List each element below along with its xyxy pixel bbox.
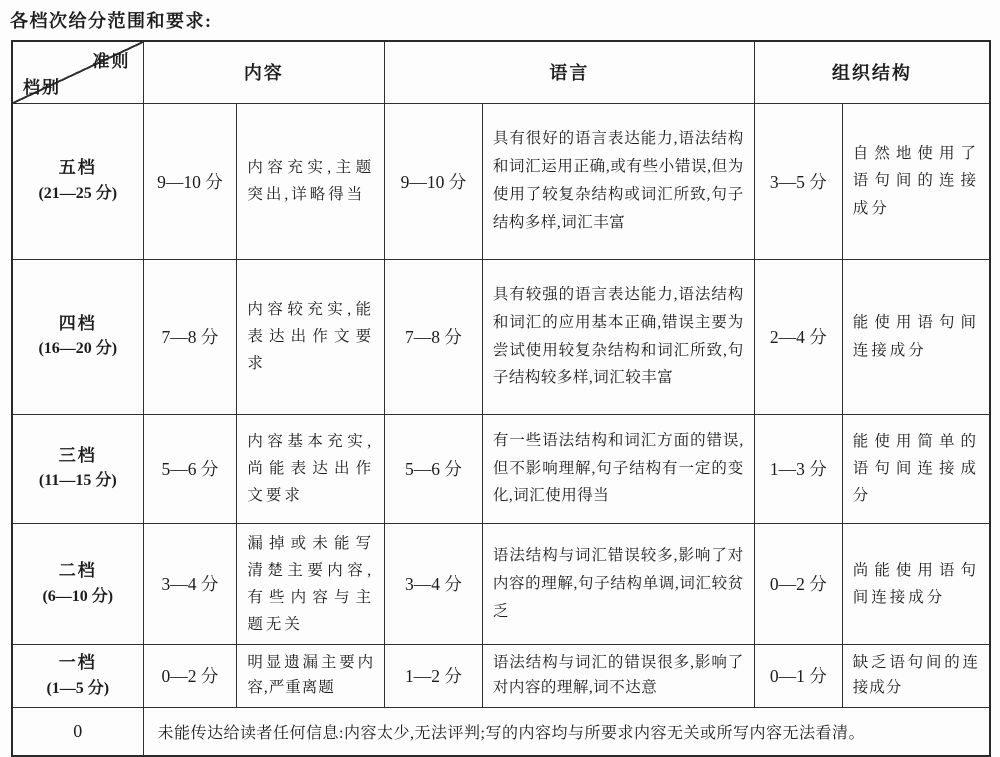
content-score: 0—2 分 xyxy=(143,645,237,708)
level-name: 四档 xyxy=(58,313,97,333)
organization-desc: 缺乏语句间的连接成分 xyxy=(842,645,990,708)
level-name: 五档 xyxy=(58,158,97,178)
language-score: 1—2 分 xyxy=(385,645,483,708)
header-diagonal-cell xyxy=(12,41,143,103)
level-range: (6—10 分) xyxy=(42,587,114,605)
table-row-level5 xyxy=(12,103,990,259)
header-language: 语言 xyxy=(385,41,755,103)
table-row-level4 xyxy=(12,259,990,414)
language-desc: 语法结构与词汇的错误很多,影响了对内容的理解,词不达意 xyxy=(482,645,754,708)
language-desc: 具有很好的语言表达能力,语法结构和词汇运用正确,或有些小错误,但为使用了较复杂结构或词汇所致,句子结构多样,词汇丰富 xyxy=(482,103,754,259)
level-name: 一档 xyxy=(58,653,97,673)
table-row-level1 xyxy=(12,645,990,708)
level-range: (11—15 分) xyxy=(38,472,117,490)
content-desc: 内容较充实,能表达出作文要求 xyxy=(237,259,385,414)
content-score: 3—4 分 xyxy=(143,523,237,645)
organization-desc: 能使用语句间连接成分 xyxy=(842,259,990,414)
header-content: 内容 xyxy=(143,41,385,103)
level-cell-zero: 0 xyxy=(12,707,143,756)
language-desc: 具有较强的语言表达能力,语法结构和词汇的应用基本正确,错误主要为尝试使用较复杂结构和词汇所致,句子结构较多样,词汇较丰富 xyxy=(482,259,754,414)
zero-desc: 未能传达给读者任何信息:内容太少,无法评判;写的内容均与所要求内容无关或所写内容无法看清。 xyxy=(143,707,990,756)
grading-rubric-table xyxy=(11,40,991,757)
content-desc: 内容充实,主题突出,详略得当 xyxy=(237,103,385,259)
level-range: (16—20 分) xyxy=(38,340,118,358)
organization-score: 3—5 分 xyxy=(754,103,842,259)
level-range: (1—5 分) xyxy=(46,679,110,697)
level-cell xyxy=(12,645,143,708)
level-name: 三档 xyxy=(58,445,97,465)
content-score: 7—8 分 xyxy=(143,259,237,414)
content-desc: 漏掉或未能写清楚主要内容,有些内容与主题无关 xyxy=(237,523,385,645)
organization-desc: 自然地使用了语句间的连接成分 xyxy=(842,103,990,259)
language-score: 7—8 分 xyxy=(385,259,483,414)
level-range: (21—25 分) xyxy=(38,184,118,202)
level-cell xyxy=(12,414,143,523)
page-title: 各档次给分范围和要求: xyxy=(10,11,213,31)
language-desc: 有一些语法结构和词汇方面的错误,但不影响理解,句子结构有一定的变化,词汇使用得当 xyxy=(482,414,754,523)
table-row-level3 xyxy=(12,414,990,523)
language-score: 3—4 分 xyxy=(385,523,483,645)
level-cell xyxy=(12,103,143,259)
level-cell xyxy=(12,523,143,645)
organization-score: 1—3 分 xyxy=(754,414,842,523)
header-criteria-label: 准则 xyxy=(92,52,131,71)
content-score: 5—6 分 xyxy=(143,414,237,523)
organization-score: 2—4 分 xyxy=(754,259,842,414)
table-row-level2 xyxy=(12,523,990,645)
content-desc: 明显遗漏主要内容,严重离题 xyxy=(237,645,385,708)
level-name: 二档 xyxy=(58,561,97,581)
organization-score: 0—2 分 xyxy=(754,523,842,645)
header-organization: 组织结构 xyxy=(754,41,990,103)
content-score: 9—10 分 xyxy=(143,103,237,259)
content-desc: 内容基本充实,尚能表达出作文要求 xyxy=(237,414,385,523)
header-row xyxy=(12,41,990,103)
organization-score: 0—1 分 xyxy=(754,645,842,708)
language-score: 5—6 分 xyxy=(385,414,483,523)
table-row-level0 xyxy=(12,707,990,756)
header-level-label: 档别 xyxy=(23,77,61,97)
language-desc: 语法结构与词汇错误较多,影响了对内容的理解,句子结构单调,词汇较贫乏 xyxy=(482,523,754,645)
organization-desc: 能使用简单的语句间连接成分 xyxy=(842,414,990,523)
language-score: 9—10 分 xyxy=(385,103,483,259)
level-cell xyxy=(12,259,143,414)
organization-desc: 尚能使用语句间连接成分 xyxy=(842,523,990,645)
